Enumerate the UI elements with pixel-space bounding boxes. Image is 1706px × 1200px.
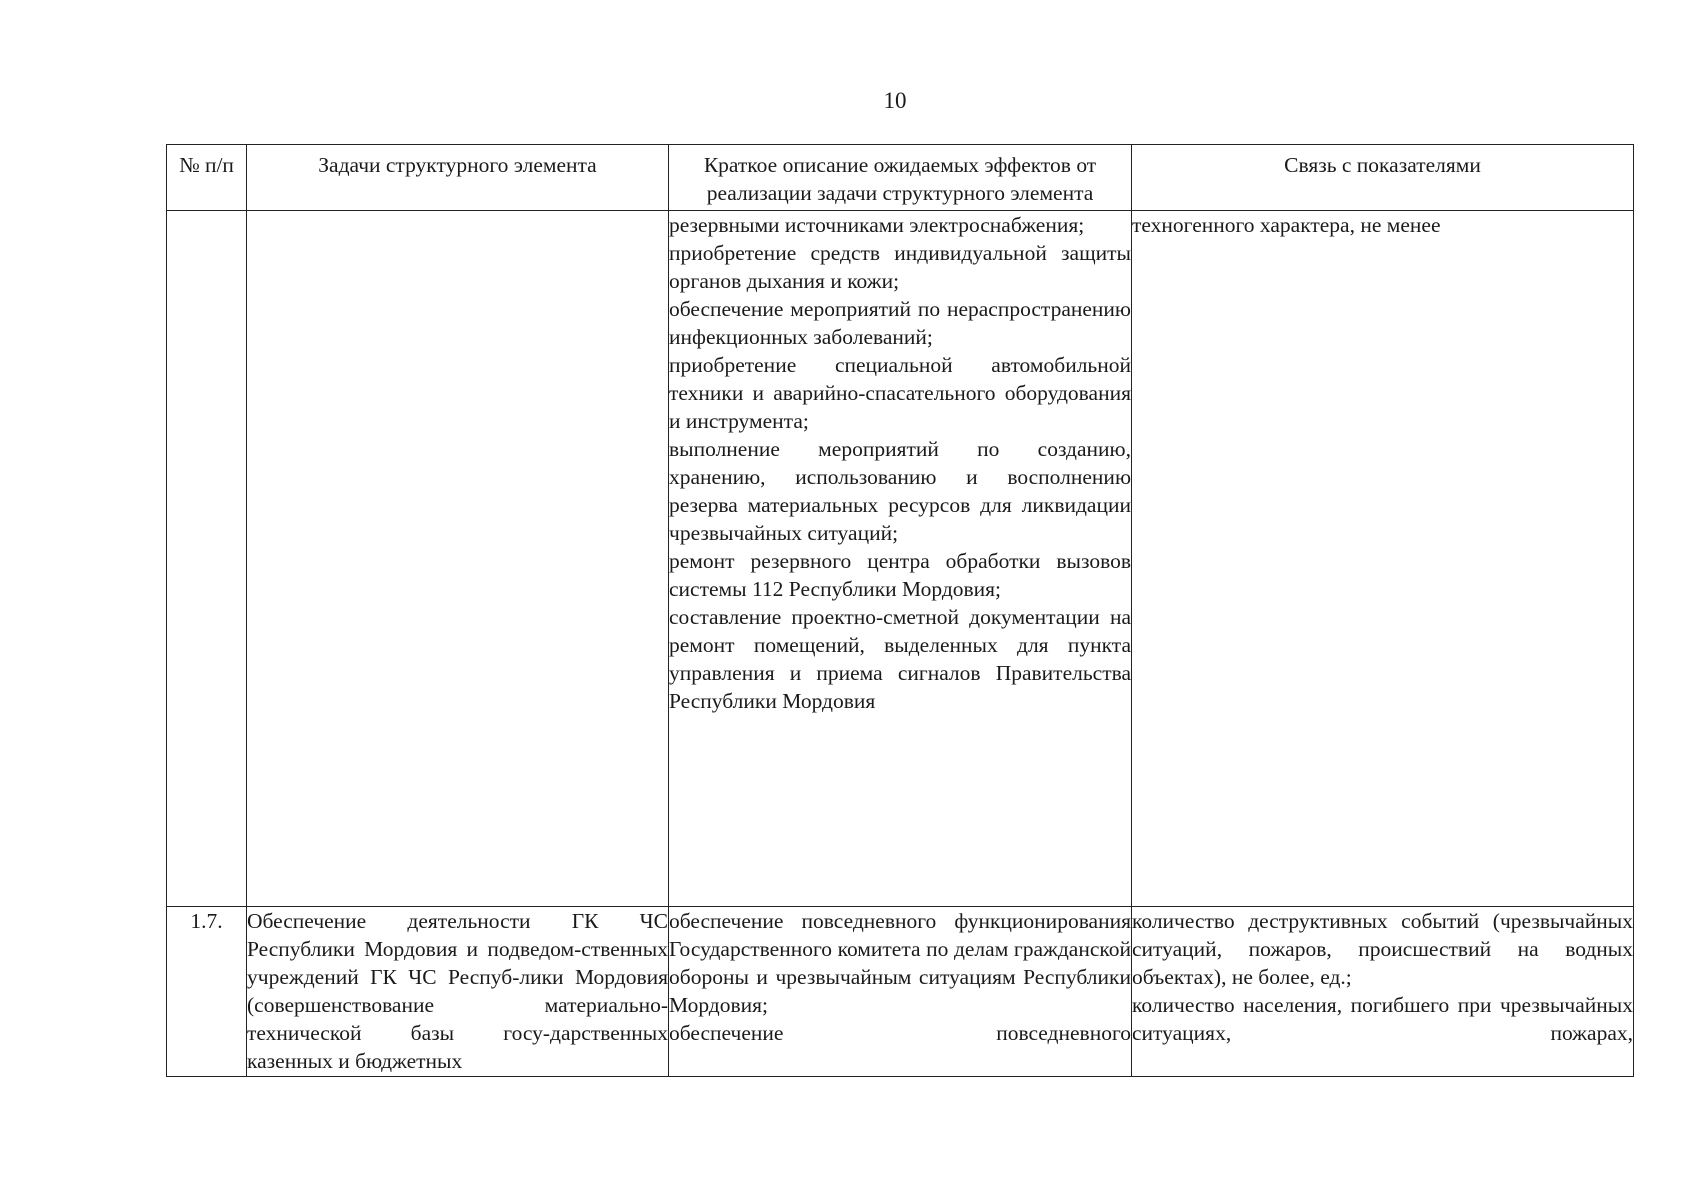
cell-num: 1.7. xyxy=(167,907,247,1077)
link-item: техногенного характера, не менее xyxy=(1132,213,1441,237)
effect-item: обеспечение повседневного функционирования Государственного комитета по делам гражданской обороны и чрезвычайным ситуациям Республики Мордовия; xyxy=(669,909,1131,1017)
page-number: 10 xyxy=(883,88,907,113)
effect-item: приобретение средств индивидуальной защиты органов дыхания и кожи; xyxy=(669,241,1131,293)
header-task: Задачи структурного элемента xyxy=(247,145,669,211)
effect-item: ремонт резервного центра обработки вызовов системы 112 Республики Мордовия; xyxy=(669,549,1131,601)
cell-effects xyxy=(669,211,1132,907)
table-row-1-7 xyxy=(167,907,1634,1077)
effect-item: резервными источниками электроснабжения; xyxy=(669,213,1085,237)
header-link: Связь с показателями xyxy=(1132,145,1634,211)
header-effect: Краткое описание ожидаемых эффектов от реализации задачи структурного элемента xyxy=(669,145,1132,211)
cell-task xyxy=(247,907,669,1077)
task-text: Обеспечение деятельности ГК ЧС Республики Мордовия и подведом-ственных учреждений ГК ЧС Респуб-лики Мордовия (совершенствование материально-технической базы госу-дарственных казенных и бюджетных xyxy=(247,909,668,1073)
effect-item: обеспечение мероприятий по нераспространению инфекционных заболеваний; xyxy=(669,297,1131,349)
link-item: количество населения, погибшего при чрезвычайных ситуациях, пожарах, xyxy=(1132,993,1633,1045)
cell-effects xyxy=(669,907,1132,1077)
effect-item: составление проектно-сметной документации на ремонт помещений, выделенных для пункта управления и приема сигналов Правительства Республики Мордовия xyxy=(669,605,1131,713)
table-row-continuation xyxy=(167,211,1634,907)
cell-task xyxy=(247,211,669,907)
cell-link xyxy=(1132,211,1634,907)
indicators-table xyxy=(166,144,1634,1077)
effect-item: выполнение мероприятий по созданию, хранению, использованию и восполнению резерва материальных ресурсов для ликвидации чрезвычайных ситуаций; xyxy=(669,437,1131,545)
effect-item: обеспечение повседневного xyxy=(669,1021,1131,1045)
effect-item: приобретение специальной автомобильной техники и аварийно-спасательного оборудования и инструмента; xyxy=(669,353,1131,433)
header-num: № п/п xyxy=(167,145,247,211)
link-item: количество деструктивных событий (чрезвычайных ситуаций, пожаров, происшествий на водных объектах), не более, ед.; xyxy=(1132,909,1633,989)
table-header-row xyxy=(167,145,1634,211)
cell-num xyxy=(167,211,247,907)
cell-link xyxy=(1132,907,1634,1077)
